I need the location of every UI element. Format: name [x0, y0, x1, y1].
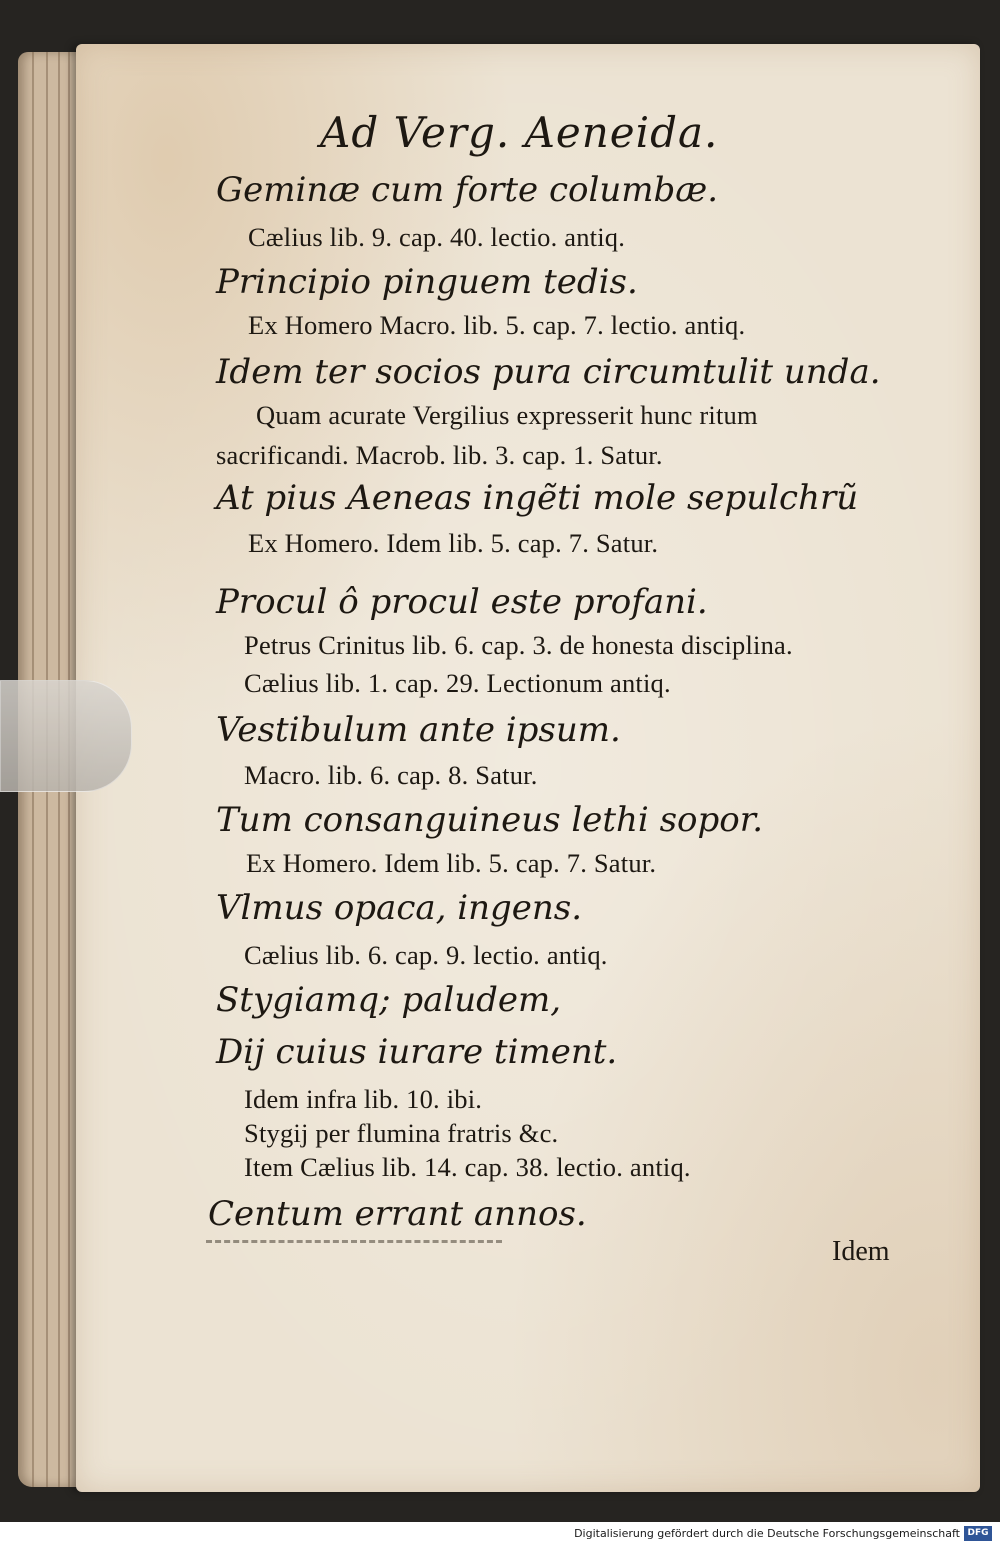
entry-reference: Ex Homero. Idem lib. 5. cap. 7. Satur.	[248, 528, 659, 558]
funding-credit: Digitalisierung gefördert durch die Deutsche Forschungsgemeinschaft	[574, 1527, 960, 1540]
entry-reference: Quam acurate Vergilius expresserit hunc ritum	[256, 400, 758, 430]
entry-title: Principio pinguem tedis.	[216, 262, 638, 302]
entry-reference: Ex Homero. Idem lib. 5. cap. 7. Satur.	[246, 848, 657, 878]
entry-reference: Macro. lib. 6. cap. 8. Satur.	[244, 760, 538, 790]
entry-reference: Item Cælius lib. 14. cap. 38. lectio. antiq.	[244, 1152, 691, 1182]
entry-title: Dij cuius iurare timent.	[216, 1032, 618, 1072]
bleed-through-rule	[206, 1240, 502, 1249]
catchword: Idem	[832, 1236, 890, 1267]
digitization-footer	[0, 1522, 1000, 1546]
plastic-page-clip	[0, 680, 132, 792]
dfg-logo: DFG	[964, 1526, 992, 1541]
entry-title: Vlmus opaca, ingens.	[216, 888, 583, 928]
running-header: Ad Verg. Aeneida.	[320, 108, 719, 157]
entry-title: Idem ter socios pura circumtulit unda.	[216, 352, 881, 392]
entry-title: Tum consanguineus lethi sopor.	[216, 800, 764, 840]
entry-reference: Ex Homero Macro. lib. 5. cap. 7. lectio. antiq.	[248, 310, 746, 340]
entry-reference: Idem infra lib. 10. ibi.	[244, 1084, 483, 1114]
entry-title: At pius Aeneas ingẽti mole sepulchrũ	[216, 478, 859, 518]
entry-reference: Cælius lib. 1. cap. 29. Lectionum antiq.	[244, 668, 671, 698]
entry-title: Procul ô procul este profani.	[216, 582, 708, 622]
entry-reference: Cælius lib. 9. cap. 40. lectio. antiq.	[248, 222, 626, 252]
entry-reference: Cælius lib. 6. cap. 9. lectio. antiq.	[244, 940, 608, 970]
entry-reference: Petrus Crinitus lib. 6. cap. 3. de honesta disciplina.	[244, 630, 793, 660]
entry-title: Geminæ cum forte columbæ.	[216, 170, 718, 210]
entry-title: Vestibulum ante ipsum.	[216, 710, 621, 750]
entry-title: Centum errant annos.	[208, 1194, 587, 1234]
entry-reference: sacrificandi. Macrob. lib. 3. cap. 1. Satur.	[216, 440, 663, 470]
entry-reference: Stygij per flumina fratris &c.	[244, 1118, 559, 1148]
entry-title: Stygiamq; paludem,	[216, 980, 562, 1020]
